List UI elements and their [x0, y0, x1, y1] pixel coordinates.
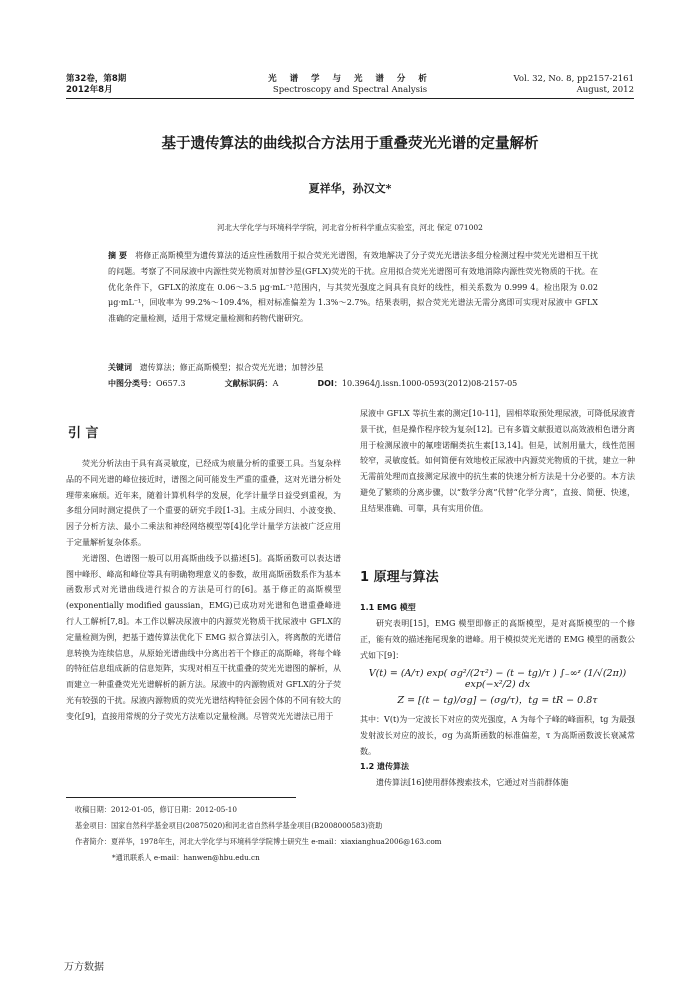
doi-value: 10.3964/j.issn.1000-0593(2012)08-2157-05 [341, 379, 518, 388]
footnote-rule [66, 797, 296, 798]
intro-paragraph-1: 荧光分析法由于具有高灵敏度，已经成为痕量分析的重要工具。当复杂样品的不同光谱的峰位接近时，谱图之间可能发生严重的重叠，这对光谱分析处理带来麻烦。近年来，随着计算机科学的发展，化学计量学日益受到重视，为多组分同时测定提供了一个重要的研究手段[1-3]。主成分回归、小波变换、因子分析方法、最小二乘法和神经网络模型等[4]化学计量学方法被广泛应用于定量解析复杂体系。 [66, 459, 341, 547]
ga-subheading: 1.2 遗传算法 [360, 762, 409, 772]
intro-heading: 引 言 [68, 426, 99, 441]
emg-formula-z: Z = [(t − tg)/σg] − (σg/τ)，tg = tR − 0.8τ [397, 695, 598, 706]
footnote-correspondence: *通讯联系人 e-mail：hanwen@hbu.edu.cn [112, 853, 260, 862]
journal-citation [470, 74, 634, 96]
journal-volume-issue [66, 74, 186, 96]
clc-label: 中图分类号： [108, 379, 156, 388]
doc-code-label: 文献标识码： [224, 379, 273, 388]
keywords-text: 遗传算法；修正高斯模型；拟合荧光光谱；加替沙星 [139, 363, 324, 372]
doi-label: DOI： [317, 379, 342, 388]
paper-title: 基于遗传算法的曲线拟合方法用于重叠荧光光谱的定量解析 [161, 136, 539, 152]
principle-heading: 1 原理与算法 [360, 570, 439, 585]
classification-line [108, 376, 608, 392]
footnote-bio: 作者简介：夏祥华，1978年生，河北大学化学与环境科学学院博士研究生 e-mail：xiaxianghua2006@163.com [75, 837, 442, 846]
paper-authors: 夏祥华，孙汉文* [308, 182, 392, 195]
date-line: 2012年8月 [66, 85, 113, 95]
emg-section [360, 600, 635, 663]
abstract [108, 248, 598, 327]
footnote-dates: 收稿日期：2012-01-05，修订日期：2012-05-10 [75, 805, 237, 814]
ga-paragraph: 遗传算法[16]使用群体搜索技术，它通过对当前群体施 [376, 778, 569, 788]
clc-value: O657.3 [156, 379, 186, 388]
keywords-line [108, 360, 608, 376]
keywords-label: 关键词 [108, 363, 132, 372]
header-rule [66, 98, 634, 99]
doc-code-value: A [272, 379, 279, 388]
right-column [360, 406, 635, 517]
journal-name-en: Spectroscopy and Spectral Analysis [272, 85, 428, 95]
footnote-fund: 基金项目：国家自然科学基金项目(20875020)和河北省自然科学基金项目(B2008000583)资助 [75, 821, 383, 830]
emg-paragraph: 研究表明[15]，EMG 模型即修正的高斯模型，是对高斯模型的一个修正，能有效的描述拖尾现象的谱峰。用于模拟荧光光谱的 EMG 模型的函数公式如下[9]： [360, 619, 635, 660]
abstract-label: 摘 要 [108, 251, 128, 260]
emg-explanation [360, 712, 635, 791]
intro-paragraph-2: 光谱图、色谱图一般可以用高斯曲线予以描述[5]。高斯函数可以表达谱图中峰形、峰高和峰位等具有明确物理意义的参数，故用高斯函数系作为基本函数形式对光谱曲线进行拟合的方法是可行的[6]。基于修正的高斯模型(exponentially modified gaussian，EMG)已成功对光谱和色谱重叠峰进行人工解析[7,8]。本工作以解决尿液中的内源荧光物质干扰尿液中 GFLX的定量检测为例，把基于遗传算法优化下 EMG 拟合算法引入，将离散的光谱信息转换为连续信息，从原始光谱曲线中分离出若干个修正的高斯峰，将每个峰的特征信息组成新的信息矩阵，实现对相互干扰重叠的荧光光谱图的解析，从而建立一种重叠荧光光谱解析的新方法。尿液中的内源物质对 GFLX的分子荧光有较强的干扰。尿液内源物质的荧光光谱结构特征会因个体的不同有较大的变化[9]，直接用常规的分子荧光方法难以定量检测。尽管荧光光谱法已用于 [66, 553, 341, 721]
author-affiliation: 河北大学化学与环境科学学院，河北省分析科学重点实验室，河北 保定 071002 [217, 223, 483, 232]
watermark-text: 万方数据 [64, 962, 104, 973]
abstract-text: 将修正高斯模型为遗传算法的适应性函数用于拟合荧光光谱图，有效地解决了分子荧光光谱法多组分检测过程中荧光光谱相互干扰的问题。考察了不同尿液中内源性荧光物质对加替沙星(GFLX)荧光的干扰。应用拟合荧光光谱图可有效地消除内源性荧光物质的干扰。在优化条件下，GFLX的浓度在 0.06～3.5 μg·mL⁻¹范围内，与其荧光强度之间具有良好的线性，相关系数为 0.999 4。检出限为 0.02 μg·mL⁻¹，回收率为 99.2%～109.4%，相对标准偏差为 1.3%～2.7%。结果表明，拟合荧光光谱法无需分离即可实现对尿液中 GFLX 准确的定量检测，适用于常规定量检测和药物代谢研究。 [108, 251, 598, 324]
emg-subheading: 1.1 EMG 模型 [360, 603, 416, 612]
journal-name [230, 74, 470, 96]
left-column [66, 456, 341, 725]
volume-line: 第32卷，第8期 [66, 74, 127, 84]
citation-date: August, 2012 [576, 85, 634, 95]
citation-line: Vol. 32, No. 8, pp2157-2161 [513, 74, 634, 84]
journal-name-cn: 光 谱 学 与 光 谱 分 析 [268, 74, 432, 84]
emg-formula: V(t) = (A/τ) exp( σg²/(2τ²) − (t − tg)/τ ) ∫₋∞ᶻ (1/√(2π)) exp(−x²/2) dx [368, 668, 627, 690]
formula-explanation: 其中：V(t)为一定波长下对应的荧光强度，A 为每个子峰的峰面积，tg 为最强发射波长对应的波长，σg 为高斯函数的标准偏差，τ 为高斯函数波长衰减常数。 [360, 715, 635, 756]
intro-paragraph-3: 尿液中 GFLX 等抗生素的测定[10-11]，固相萃取预处理尿液，可降低尿液背景干扰，但是操作程序较为复杂[12]。已有多篇文献报道以高效液相色谱分离用于检测尿液中的氟喹诺酮类抗生素[13,14]。但是，试剂用量大，线性范围较窄，灵敏度低。如何简便有效地校正尿液中内源荧光物质的干扰，建立一种无需前处理而直接测定尿液中的抗生素的快速分析方法是十分必要的。本方法避免了繁琐的分离步骤，以“数学分离”代替“化学分离”，直接、简便、快速，且结果准确、可靠，具有实用价值。 [360, 409, 635, 513]
keywords-block [108, 360, 608, 392]
